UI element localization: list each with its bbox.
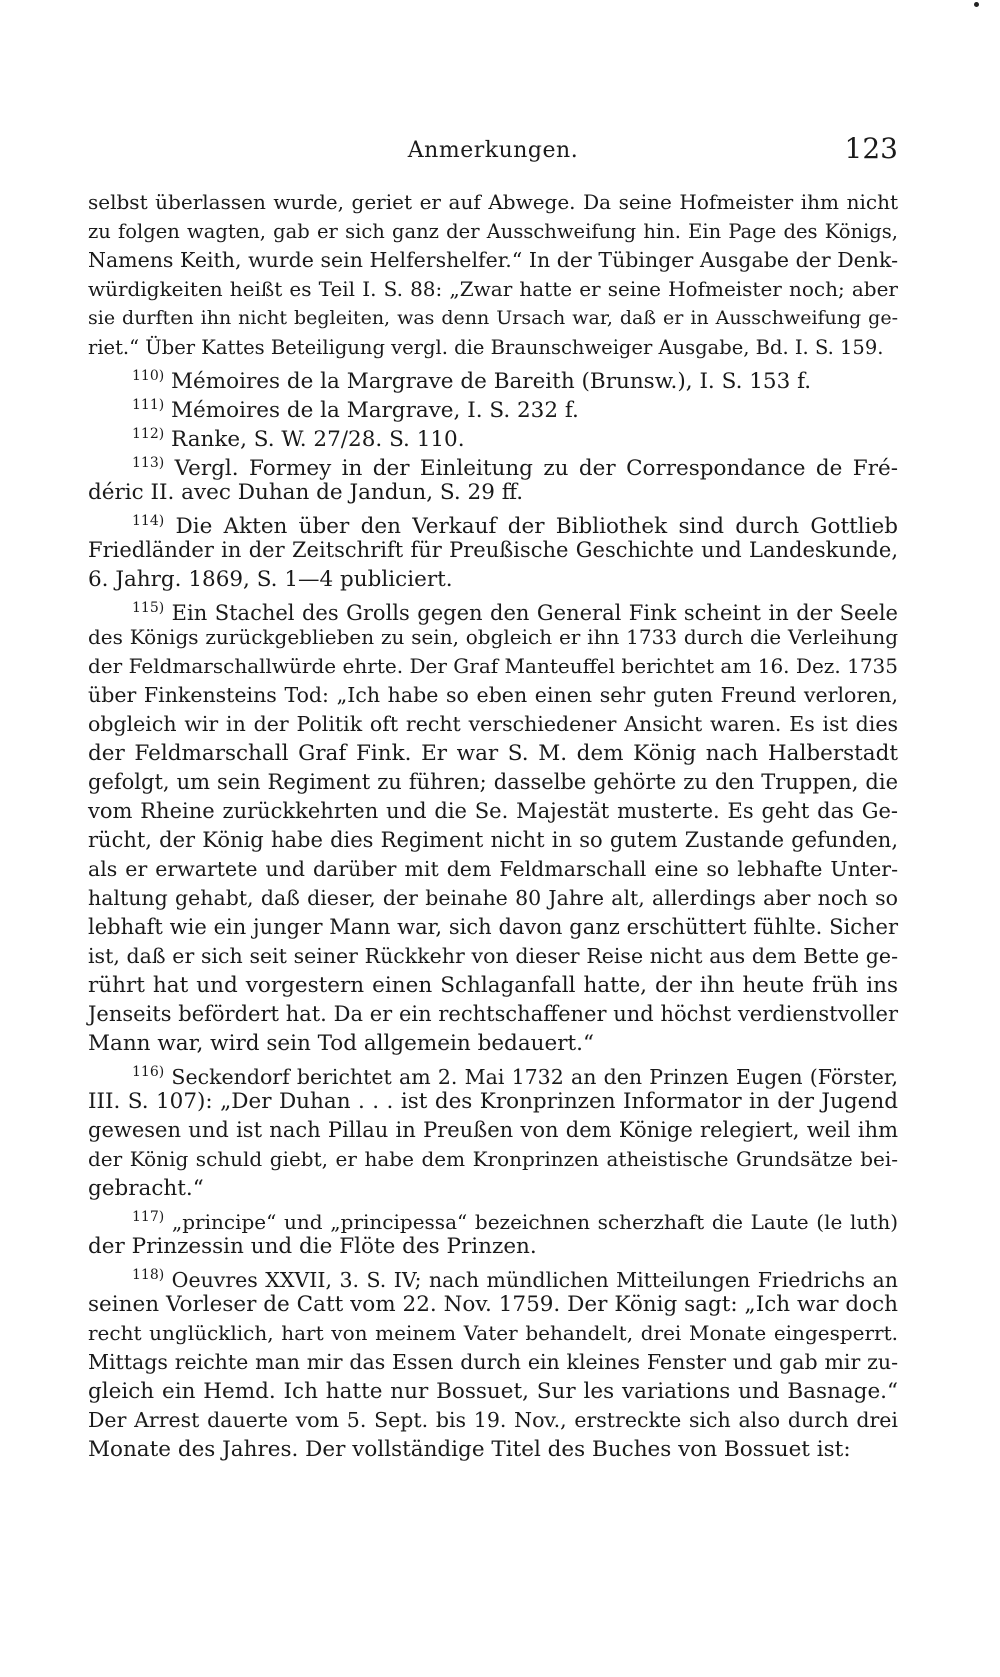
- text-line: [88, 1000, 898, 1029]
- line-text: Ein Stachel des Grolls gegen den General Fink scheint in der Seele: [171, 601, 898, 625]
- text-line: [88, 275, 898, 304]
- page-header: [88, 128, 898, 172]
- text-line: [88, 565, 898, 594]
- line-text: Monate des Jahres. Der vollständige Titel des Buches von Bossuet ist:: [88, 1437, 851, 1462]
- text-line: [88, 1290, 898, 1319]
- line-text: recht unglücklich, hart von meinem Vater behandelt, drei Monate eingesperrt.: [88, 1321, 898, 1345]
- text-line: [88, 942, 898, 971]
- text-line: [88, 826, 898, 855]
- text-line: [88, 1377, 898, 1406]
- footnote-number: 116): [132, 1064, 165, 1080]
- text-line: [88, 855, 898, 884]
- line-text: Die Akten über den Verkauf der Bibliothek sind durch Gottlieb: [175, 514, 898, 539]
- text-line: [88, 913, 898, 942]
- line-text: gleich ein Hemd. Ich hatte nur Bossuet, Sur les variations und Basnage.“: [88, 1379, 898, 1404]
- text-line: [88, 1348, 898, 1377]
- text-line: [88, 536, 898, 565]
- note-line-start: [88, 1261, 898, 1290]
- text-line: [88, 217, 898, 246]
- line-text: lebhaft wie ein junger Mann war, sich davon ganz erschüttert fühlte. Sicher: [88, 915, 898, 939]
- line-text: rührt hat und vorgestern einen Schlaganfall hatte, der ihn heute früh ins: [88, 973, 898, 998]
- line-text: Mémoires de la Margrave, I. S. 232 f.: [171, 398, 579, 423]
- note-line-start: [88, 420, 898, 452]
- text-line: [88, 1319, 898, 1348]
- note-line-start: [88, 391, 898, 423]
- text-line: [88, 768, 898, 797]
- text-line: [88, 797, 898, 826]
- line-text: Ranke, S. W. 27/28. S. 110.: [171, 427, 465, 452]
- footnote-number: 111): [132, 397, 165, 413]
- page-number: 123: [844, 132, 898, 165]
- footnote-number: 114): [132, 513, 165, 529]
- line-text: ist, daß er sich seit seiner Rückkehr von dieser Reise nicht aus dem Bette ge-: [88, 944, 898, 968]
- text-line: [88, 1232, 898, 1261]
- text-line: [88, 652, 898, 681]
- line-text: würdigkeiten heißt es Teil I. S. 88: „Zwar hatte er seine Hofmeister noch; aber: [88, 277, 898, 301]
- text-line: [88, 246, 898, 275]
- line-text: obgleich wir in der Politik oft recht verschiedener Ansicht waren. Es ist dies: [88, 712, 898, 736]
- text-line: [88, 1406, 898, 1435]
- note-line-start: [88, 449, 898, 481]
- line-text: Seckendorf berichtet am 2. Mai 1732 an den Prinzen Eugen (Förster,: [171, 1065, 898, 1089]
- text-line: [88, 884, 898, 913]
- book-page: [88, 128, 898, 1648]
- text-line: [88, 1029, 898, 1058]
- text-line: [88, 1174, 898, 1203]
- line-text: III. S. 107): „Der Duhan . . . ist des Kronprinzen Informator in der Jugend: [88, 1089, 898, 1114]
- running-title: Anmerkungen.: [407, 138, 579, 163]
- note-line-start: [88, 1203, 898, 1232]
- line-text: der Feldmarschallwürde ehrte. Der Graf Manteuffel berichtet am 16. Dez. 1735: [88, 654, 898, 678]
- text-line: [88, 739, 898, 768]
- line-text: der König schuld giebt, er habe dem Kronprinzen atheistische Grundsätze bei-: [88, 1147, 898, 1171]
- line-text: Namens Keith, wurde sein Helfershelfer.“ In der Tübinger Ausgabe der Denk-: [88, 248, 898, 272]
- text-line: [88, 1087, 898, 1116]
- text-line: [88, 971, 898, 1000]
- text-line: [88, 333, 898, 362]
- text-line: [88, 681, 898, 710]
- text-line: [88, 478, 898, 507]
- text-line: [88, 1116, 898, 1145]
- line-text: gefolgt, um sein Regiment zu führen; dasselbe gehörte zu den Truppen, die: [88, 770, 898, 794]
- notes-body: [88, 188, 898, 1464]
- line-text: Mittags reichte man mir das Essen durch ein kleines Fenster und gab mir zu-: [88, 1350, 898, 1374]
- footnote-number: 117): [132, 1209, 165, 1225]
- note-line-start: [88, 594, 898, 623]
- line-text: Der Arrest dauerte vom 5. Sept. bis 19. Nov., erstreckte sich also durch drei: [88, 1408, 898, 1432]
- line-text: als er erwartete und darüber mit dem Feldmarschall eine so lebhafte Unter-: [88, 857, 898, 881]
- line-text: 6. Jahrg. 1869, S. 1—4 publiciert.: [88, 567, 453, 592]
- text-line: [88, 623, 898, 652]
- note-line-start: [88, 362, 898, 394]
- footnote-number: 118): [132, 1267, 165, 1283]
- line-text: déric II. avec Duhan de Jandun, S. 29 ff.: [88, 480, 524, 505]
- line-text: Jenseits befördert hat. Da er ein rechtschaffener und höchst verdienstvoller: [88, 1002, 898, 1026]
- line-text: seinen Vorleser de Catt vom 22. Nov. 1759. Der König sagt: „Ich war doch: [88, 1292, 898, 1317]
- line-text: riet.“ Über Kattes Beteiligung vergl. die Braunschweiger Ausgabe, Bd. I. S. 159.: [88, 336, 884, 359]
- line-text: selbst überlassen wurde, geriet er auf Abwege. Da seine Hofmeister ihm nicht: [88, 190, 898, 214]
- line-text: der Prinzessin und die Flöte des Prinzen.: [88, 1234, 537, 1259]
- line-text: Mann war, wird sein Tod allgemein bedauert.“: [88, 1031, 594, 1056]
- line-text: Mémoires de la Margrave de Bareith (Brunsw.), I. S. 153 f.: [171, 369, 812, 394]
- line-text: Oeuvres XXVII, 3. S. IV; nach mündlichen Mitteilungen Friedrichs an: [171, 1268, 898, 1292]
- line-text: rücht, der König habe dies Regiment nicht in so gutem Zustande gefunden,: [88, 828, 898, 852]
- margin-dot-mark: [974, 2, 979, 7]
- footnote-number: 115): [132, 600, 165, 616]
- text-line: [88, 188, 898, 217]
- line-text: der Feldmarschall Graf Fink. Er war S. M. dem König nach Halberstadt: [88, 741, 898, 766]
- line-text: Vergl. Formey in der Einleitung zu der Correspondance de Fré-: [174, 456, 898, 481]
- footnote-number: 112): [132, 426, 165, 442]
- text-line: [88, 1145, 898, 1174]
- text-line: [88, 304, 898, 333]
- text-line: [88, 710, 898, 739]
- line-text: des Königs zurückgeblieben zu sein, obgleich er ihn 1733 durch die Verleihung: [88, 625, 898, 649]
- line-text: haltung gehabt, daß dieser, der beinahe 80 Jahre alt, allerdings aber noch so: [88, 886, 898, 910]
- line-text: sie durften ihn nicht begleiten, was denn Ursach war, daß er in Ausschweifung ge-: [88, 307, 898, 329]
- footnote-number: 113): [132, 455, 165, 471]
- line-text: Friedländer in der Zeitschrift für Preußische Geschichte und Landeskunde,: [88, 538, 898, 562]
- line-text: zu folgen wagten, gab er sich ganz der Ausschweifung hin. Ein Page des Königs,: [88, 220, 898, 243]
- line-text: vom Rheine zurückkehrten und die Se. Majestät musterte. Es geht das Ge-: [88, 799, 898, 823]
- text-line: [88, 1435, 898, 1464]
- line-text: über Finkensteins Tod: „Ich habe so eben einen sehr guten Freund verloren,: [88, 683, 898, 707]
- line-text: gewesen und ist nach Pillau in Preußen von dem Könige relegiert, weil ihm: [88, 1118, 898, 1142]
- line-text: gebracht.“: [88, 1176, 204, 1201]
- note-line-start: [88, 1058, 898, 1087]
- note-line-start: [88, 507, 898, 539]
- line-text: „principe“ und „principessa“ bezeichnen scherzhaft die Laute (le luth): [171, 1210, 898, 1234]
- footnote-number: 110): [132, 368, 165, 384]
